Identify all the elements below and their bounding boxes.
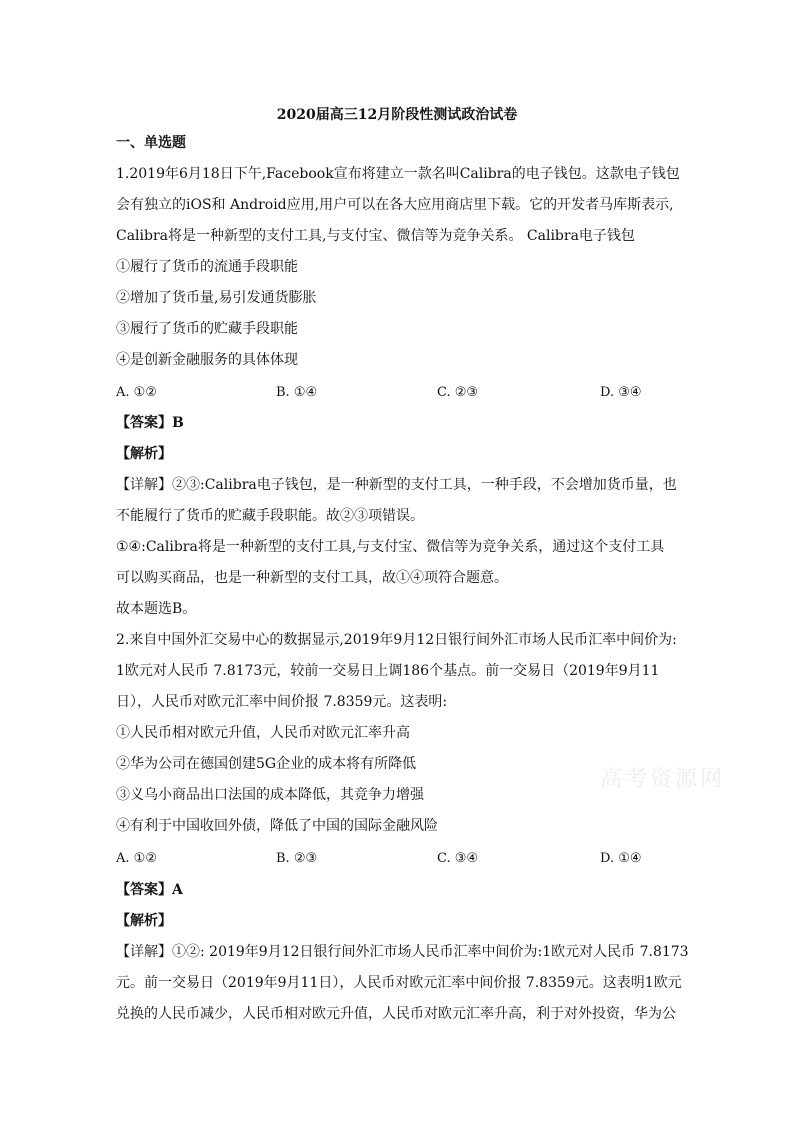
document-title: 2020届高三12月阶段性测试政治试卷 <box>276 107 518 123</box>
q1-detail-line: 不能履行了货币的贮藏手段职能。故②③项错误。 <box>116 508 424 524</box>
q1-statement: ③履行了货币的贮藏手段职能 <box>116 321 298 337</box>
q2-statement: ②华为公司在德国创建5G企业的成本将有所降低 <box>116 756 417 772</box>
q2-statement: ①人民币相对欧元升值，人民币对欧元汇率升高 <box>116 725 410 741</box>
q2-detail-line: 元。前一交易日（2019年9月11日），人民币对欧元汇率中间价报 7.8359元。这表明1欧元 <box>116 975 682 991</box>
q2-option-b: B. ②③ <box>276 851 318 866</box>
q1-answer: 【答案】B <box>116 415 184 431</box>
q1-option-b: B. ①④ <box>276 385 318 400</box>
q1-option-a: A. ①② <box>116 385 157 400</box>
q1-detail-line: 【详解】②③:Calibra电子钱包，是一种新型的支付工具，一种手段，不会增加货币量，也 <box>116 477 677 493</box>
q1-stem-line: 会有独立的iOS和 Android应用,用户可以在各大应用商店里下载。它的开发者马库斯表示, <box>116 197 674 213</box>
q1-stem-line: 1.2019年6月18日下午,Facebook宣布将建立一款名叫Calibra的电子钱包。这款电子钱包 <box>116 166 680 182</box>
q2-analysis-label: 【解析】 <box>116 913 172 929</box>
section-heading: 一、单选题 <box>116 135 186 151</box>
q1-statement: ②增加了货币量,易引发通货膨胀 <box>116 290 317 306</box>
q2-answer: 【答案】A <box>116 882 183 898</box>
q2-option-a: A. ①② <box>116 851 157 866</box>
q2-stem-line: 日），人民币对欧元汇率中间价报 7.8359元。这表明: <box>116 694 448 710</box>
q1-statement: ④是创新金融服务的具体体现 <box>116 352 298 368</box>
q2-stem-line: 2.来自中国外汇交易中心的数据显示,2019年9月12日银行间外汇市场人民币汇率中间价为: <box>116 632 677 648</box>
q1-detail-line: ①④:Calibra将是一种新型的支付工具,与支付宝、微信等为竞争关系，通过这个支付工具 <box>116 539 665 555</box>
q1-analysis-label: 【解析】 <box>116 446 172 462</box>
q1-option-c: C. ②③ <box>437 385 479 400</box>
watermark: 高考资源网 <box>600 767 726 792</box>
q2-statement: ③义乌小商品出口法国的成本降低，其竞争力增强 <box>116 787 424 803</box>
q2-detail-line: 兑换的人民币减少，人民币相对欧元升值，人民币对欧元汇率升高，利于对外投资，华为公 <box>116 1006 676 1022</box>
q1-option-d: D. ③④ <box>600 385 642 400</box>
q2-detail-line: 【详解】①②: 2019年9月12日银行间外汇市场人民币汇率中间价为:1欧元对人民币 7.8173 <box>116 944 689 960</box>
q1-stem-line: Calibra将是一种新型的支付工具,与支付宝、微信等为竞争关系。 Calibra电子钱包 <box>116 228 635 244</box>
q2-option-d: D. ①④ <box>600 851 642 866</box>
q2-option-c: C. ③④ <box>437 851 479 866</box>
q2-stem-line: 1欧元对人民币 7.8173元，较前一交易日上调186个基点。前一交易日（2019年9月11 <box>116 663 660 679</box>
q1-detail-line: 故本题选B。 <box>116 601 197 617</box>
q1-detail-line: 可以购买商品，也是一种新型的支付工具，故①④项符合题意。 <box>116 570 508 586</box>
q1-statement: ①履行了货币的流通手段职能 <box>116 259 298 275</box>
q2-statement: ④有利于中国收回外债，降低了中国的国际金融风险 <box>116 818 438 834</box>
